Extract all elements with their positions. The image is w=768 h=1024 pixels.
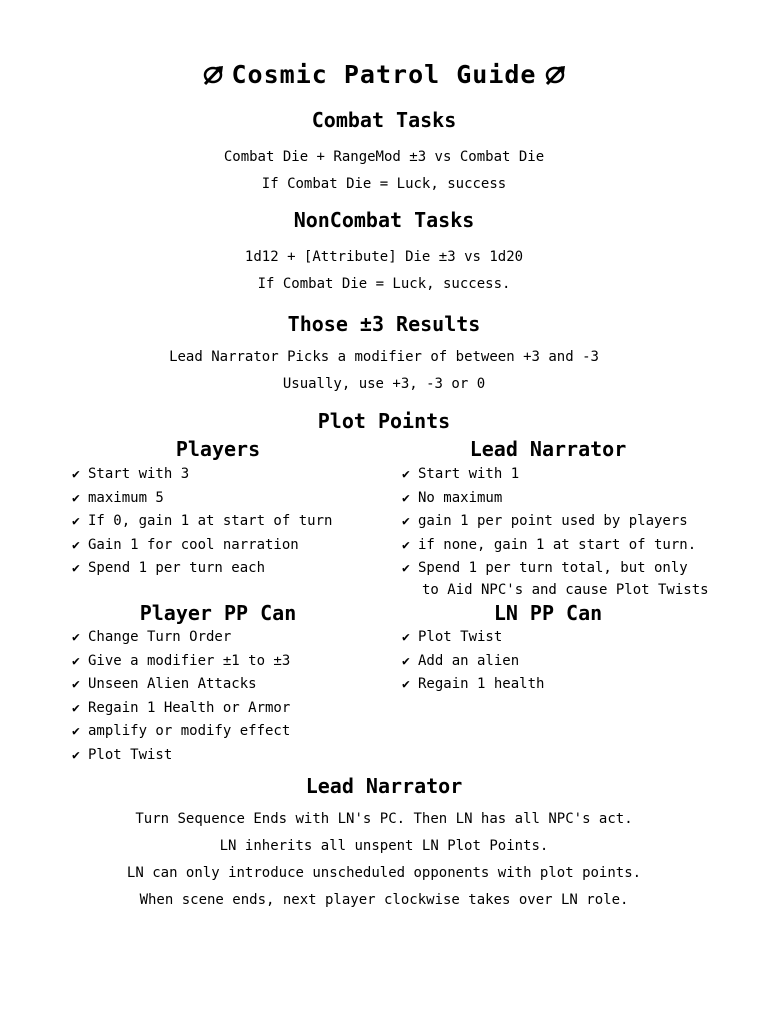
players-heading: Players xyxy=(175,437,261,461)
players-list xyxy=(72,463,332,581)
list-item: ✔ Give a modifier ±1 to ±3 xyxy=(72,650,290,674)
list-item-continuation: to Aid NPC's and cause Plot Twists xyxy=(422,581,709,598)
rocket-bullet-icon: ✔ xyxy=(72,630,80,645)
combat-tasks-heading: Combat Tasks xyxy=(311,108,457,132)
list-item: ✔ maximum 5 xyxy=(72,487,332,511)
rocket-bullet-icon: ✔ xyxy=(72,537,80,553)
title-text: Cosmic Patrol Guide xyxy=(231,60,537,89)
rocket-bullet-icon: ✔ xyxy=(72,514,80,529)
list-item: ✔ Plot Twist xyxy=(72,744,290,768)
rocket-bullet-icon: ✔ xyxy=(72,490,80,506)
list-item: ✔ if none, gain 1 at start of turn. xyxy=(402,534,709,558)
rocket-bullet-icon: ✔ xyxy=(72,467,80,482)
rocket-bullet-icon: ✔ xyxy=(402,630,410,645)
narrator-list xyxy=(402,463,709,602)
list-item: ✔ Start with 3 xyxy=(72,463,332,487)
lead-narrator-heading: Lead Narrator xyxy=(305,774,463,798)
player-pp-heading: Player PP Can xyxy=(139,601,297,625)
list-item: ✔ Unseen Alien Attacks xyxy=(72,673,290,697)
list-item: ✔ Regain 1 health xyxy=(402,673,544,697)
player-pp-list xyxy=(72,626,290,767)
rocket-bullet-icon: ✔ xyxy=(402,537,410,553)
list-item: ✔ Change Turn Order xyxy=(72,626,290,650)
results-heading: Those ±3 Results xyxy=(287,312,481,336)
rocket-bullet-icon: ✔ xyxy=(402,490,410,506)
rocket-bullet-icon: ✔ xyxy=(72,677,80,692)
list-item: ✔ No maximum xyxy=(402,487,709,511)
noncombat-line-1: 1d12 + [Attribute] Die ±3 vs 1d20 xyxy=(244,249,524,265)
rocket-bullet-icon: ✔ xyxy=(402,467,410,482)
list-item: ✔ If 0, gain 1 at start of turn xyxy=(72,510,332,534)
list-item: ✔ amplify or modify effect xyxy=(72,720,290,744)
list-item: ✔ Plot Twist xyxy=(402,626,544,650)
rocket-bullet-icon: ✔ xyxy=(72,561,80,576)
list-item: ✔ gain 1 per point used by players xyxy=(402,510,709,534)
lead-narrator-line-3: LN can only introduce unscheduled opponents with plot points. xyxy=(126,865,642,881)
lead-narrator-column-heading: Lead Narrator xyxy=(469,437,627,461)
combat-line-1: Combat Die + RangeMod ±3 vs Combat Die xyxy=(223,149,545,165)
ln-pp-list xyxy=(402,626,544,697)
list-item: ✔ Gain 1 for cool narration xyxy=(72,534,332,558)
results-line-2: Usually, use +3, -3 or 0 xyxy=(282,376,486,392)
page-title xyxy=(0,60,768,89)
rocket-bullet-icon: ✔ xyxy=(72,747,80,763)
plot-points-heading: Plot Points xyxy=(317,409,451,433)
rocket-bullet-icon: ✔ xyxy=(72,653,80,669)
rocket-bullet-icon: ✔ xyxy=(72,724,80,739)
noncombat-line-2: If Combat Die = Luck, success. xyxy=(257,276,511,292)
rocket-bullet-icon: ✔ xyxy=(402,677,410,692)
combat-line-2: If Combat Die = Luck, success xyxy=(261,176,507,192)
list-item: ✔ Regain 1 Health or Armor xyxy=(72,697,290,721)
ln-pp-heading: LN PP Can xyxy=(493,601,603,625)
rocket-logo-icon xyxy=(544,65,566,85)
rocket-bullet-icon: ✔ xyxy=(402,514,410,529)
list-item: ✔ Start with 1 xyxy=(402,463,709,487)
rocket-logo-icon xyxy=(202,65,224,85)
results-line-1: Lead Narrator Picks a modifier of between +3 and -3 xyxy=(169,349,599,365)
rocket-bullet-icon: ✔ xyxy=(402,561,410,576)
list-item: ✔ Spend 1 per turn total, but only xyxy=(402,557,709,581)
lead-narrator-line-4: When scene ends, next player clockwise takes over LN role. xyxy=(139,892,629,908)
lead-narrator-line-2: LN inherits all unspent LN Plot Points. xyxy=(219,838,549,854)
noncombat-tasks-heading: NonCombat Tasks xyxy=(293,208,475,232)
lead-narrator-line-1: Turn Sequence Ends with LN's PC. Then LN has all NPC's act. xyxy=(135,811,633,827)
rocket-bullet-icon: ✔ xyxy=(402,653,410,669)
list-item: ✔ Add an alien xyxy=(402,650,544,674)
list-item: ✔ Spend 1 per turn each xyxy=(72,557,332,581)
rocket-bullet-icon: ✔ xyxy=(72,700,80,716)
